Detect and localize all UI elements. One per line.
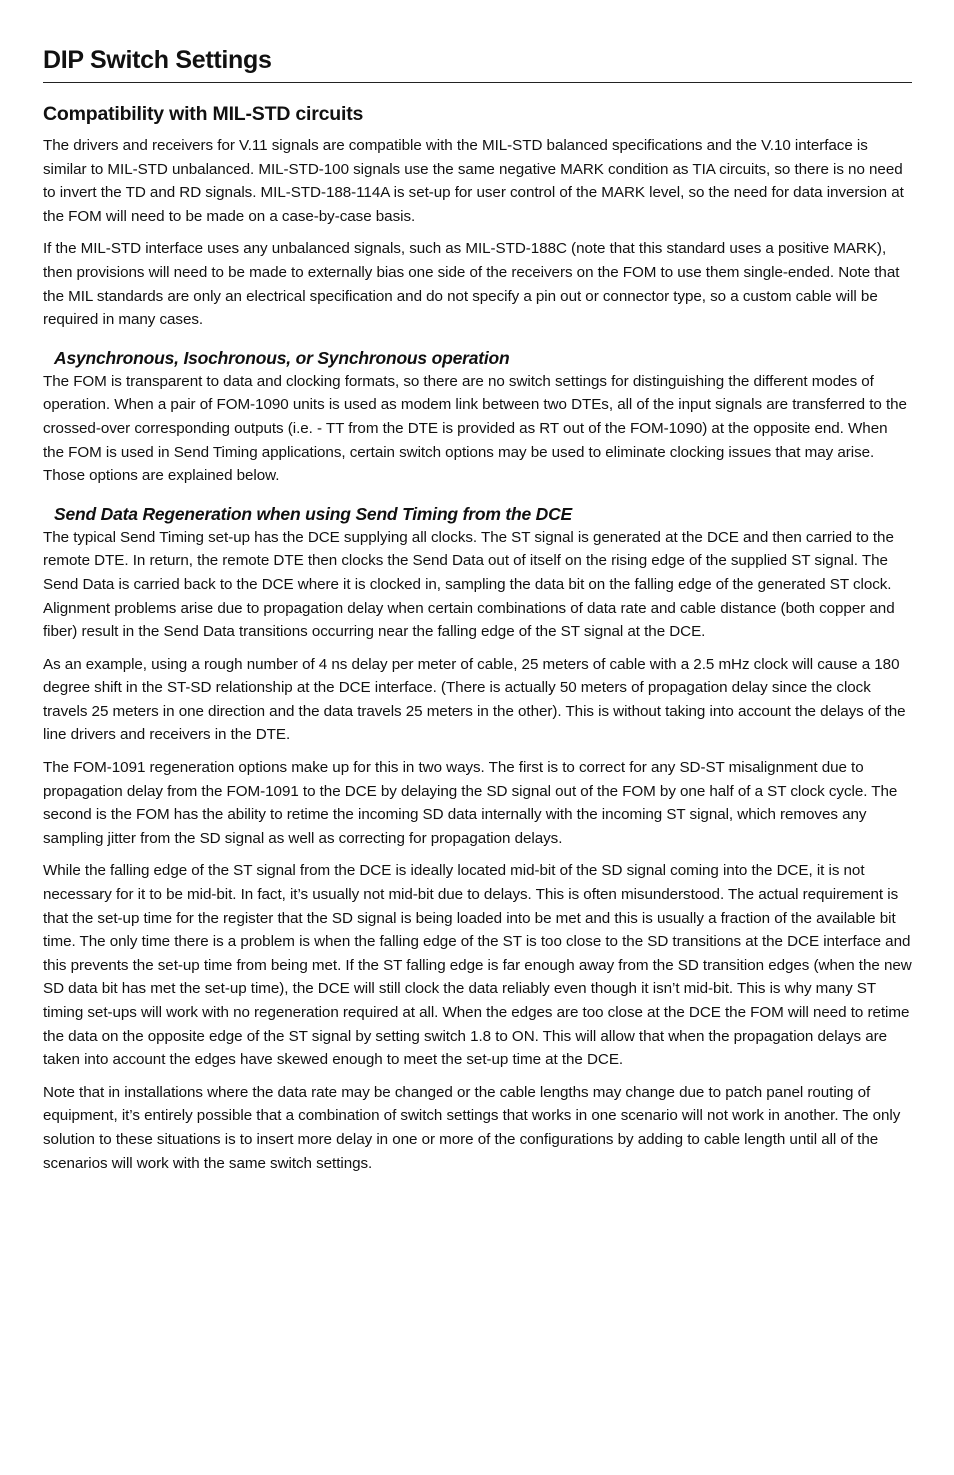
paragraph: While the falling edge of the ST signal from the DCE is ideally located mid-bit of the SD signal coming into the DCE, it is not necessary for it to be mid-bit. In fact, it’s usually not mid-bit due to delays. This is often misunderstood. The actual requirement is that the set-up time for the register that the SD signal is being loaded into be met and this is usually a fraction of the available bit time. The only time there is a problem is when the falling edge of the ST is too close to the SD transitions at the DCE interface and this prevents the set-up time from being met. If the ST falling edge is far enough away from the SD transition edges (when the new SD data bit has met the set-up time), the DCE will still clock the data reliably even though it isn’t mid-bit. This is why many ST timing set-ups will work with no regeneration required at all. When the edges are too close at the DCE the FOM will need to retime the data on the opposite edge of the ST signal by setting switch 1.8 to ON. This will allow that when the propagation delays are taken into account the edges have skewed enough to meet the set-up time at the DCE.: [43, 862, 912, 1069]
section-heading-compatibility: Compatibility with MIL-STD circuits: [43, 103, 364, 125]
page-title: DIP Switch Settings: [43, 0, 912, 83]
paragraph: The drivers and receivers for V.11 signals are compatible with the MIL-STD balanced specifications and the V.10 interface is similar to MIL-STD unbalanced. MIL-STD-100 signals use the same negative MARK condition as TIA circuits, so there is no need to invert the TD and RD signals. MIL-STD-188-114A is set-up for user control of the MARK level, so the need for data inversion at the FOM will need to be made on a case-by-case basis.: [43, 137, 904, 225]
paragraph: The FOM-1091 regeneration options make up for this in two ways. The first is to correct for any SD-ST misalignment due to propagation delay from the FOM-1091 to the DCE by delaying the SD signal out of the FOM by one half of a ST clock cycle. The second is the FOM has the ability to retime the incoming SD data internally with the incoming ST signal, which removes any sampling jitter from the SD signal as well as correcting for propagation delays.: [43, 759, 898, 847]
section-heading-send-data-regeneration: Send Data Regeneration when using Send Timing from the DCE: [54, 503, 572, 524]
paragraph: If the MIL-STD interface uses any unbalanced signals, such as MIL-STD-188C (note that this standard uses a positive MARK), then provisions will need to be made to externally bias one side of the receivers on the FOM to use them single-ended. Note that the MIL standards are only an electrical specification and do not specify a pin out or connector type, so a custom cable will be required in many cases.: [43, 240, 900, 329]
paragraph: Note that in installations where the data rate may be changed or the cable lengths may change due to patch panel routing of equipment, it’s entirely possible that a combination of switch settings that works in one scenario will not work in another. The only solution to these situations is to insert more delay in one or more of the configurations by adding to cable length until all of the scenarios will work with the same switch settings.: [43, 1083, 901, 1172]
paragraph: The FOM is transparent to data and clocking formats, so there are no switch settings for distinguishing the different modes of operation. When a pair of FOM-1090 units is used as modem link between two DTEs, all of the input signals are transferred to the crossed-over corresponding outputs (i.e. - TT from the DTE is provided as RT out of the FOM-1090) at the opposite end. When the FOM is used in Send Timing applications, certain switch options may be used to eliminate clocking issues that may arise. Those options are explained below.: [43, 372, 907, 485]
section-heading-operation-modes: Asynchronous, Isochronous, or Synchronous operation: [54, 347, 510, 368]
paragraph: The typical Send Timing set-up has the DCE supplying all clocks. The ST signal is generated at the DCE and then carried to the remote DTE. In return, the remote DTE then clocks the Send Data out of itself on the rising edge of the supplied ST signal. The Send Data is carried back to the DCE where it is clocked in, sampling the data bit on the falling edge of the generated ST clock. Alignment problems arise due to propagation delay when certain combinations of data rate and cable distance (both copper and fiber) result in the Send Data transitions occurring near the falling edge of the ST signal at the DCE.: [43, 528, 895, 641]
paragraph: As an example, using a rough number of 4 ns delay per meter of cable, 25 meters of cable with a 2.5 mHz clock will cause a 180 degree shift in the ST-SD relationship at the DCE interface. (There is actually 50 meters of propagation delay since the clock travels 25 meters in one direction and the data travels 25 meters in the other). This is without taking into account the delays of the line drivers and receivers in the DTE.: [43, 655, 906, 744]
